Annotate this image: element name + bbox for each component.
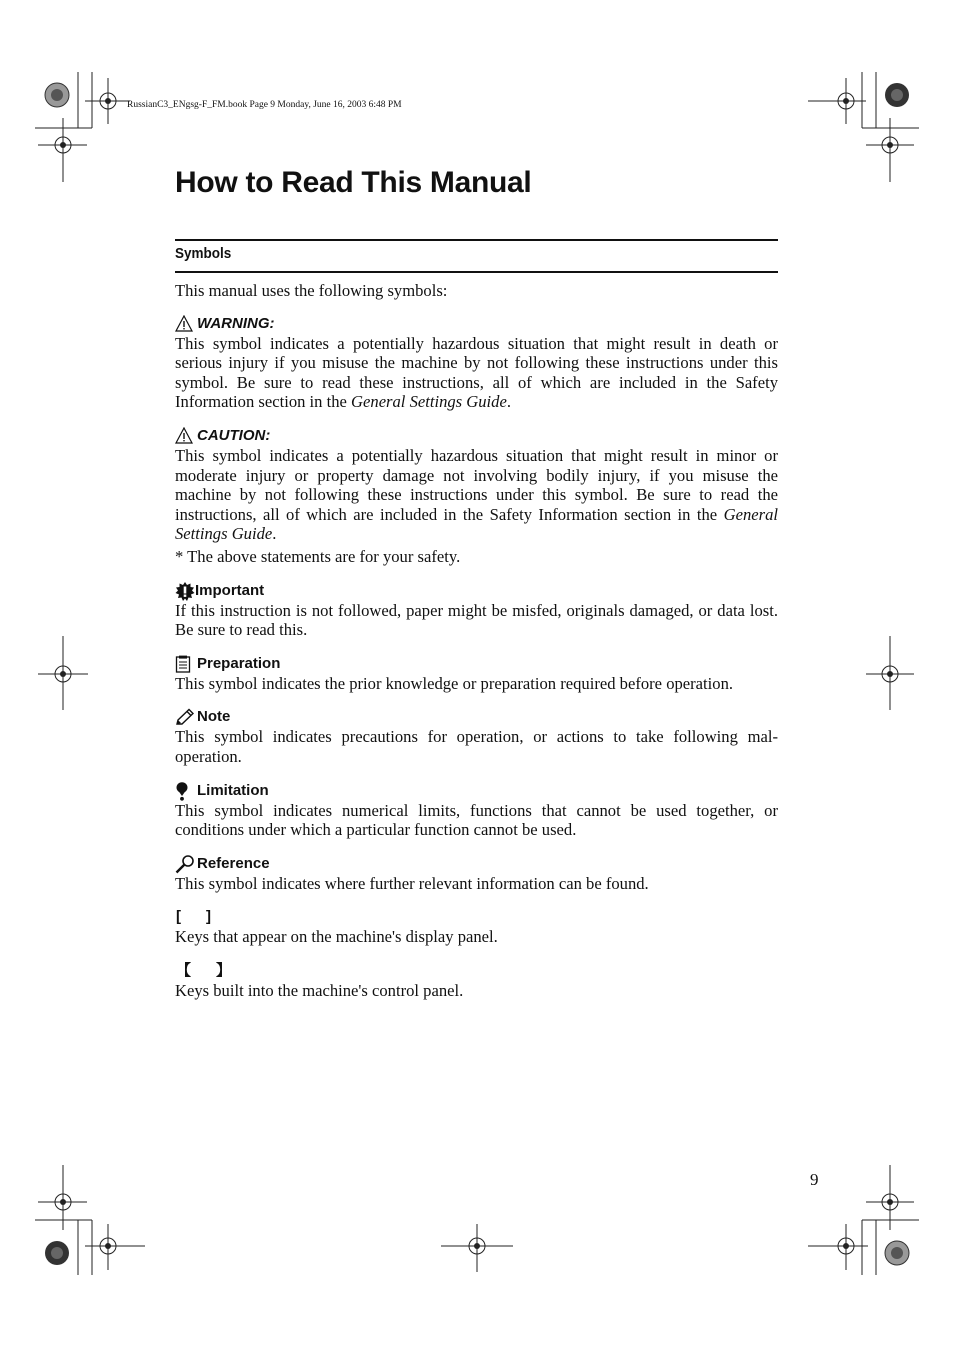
important-seal-icon xyxy=(175,582,195,600)
display-key-brackets: [ ] xyxy=(176,908,211,926)
preparation-heading xyxy=(175,654,778,674)
page-number: 9 xyxy=(810,1170,819,1189)
section-heading: Symbols xyxy=(175,245,232,262)
note-heading xyxy=(175,707,778,727)
print-job-header: RussianC3_ENgsg-F_FM.book Page 9 Monday, June 16, 2003 6:48 PM xyxy=(127,100,402,110)
magnifier-icon xyxy=(175,855,195,873)
reference-text: This symbol indicates where further relevant information can be found. xyxy=(175,873,649,893)
preparation-label: Preparation xyxy=(197,654,281,672)
warning-block xyxy=(175,314,778,412)
page-title: How to Read This Manual xyxy=(175,166,532,199)
caution-heading xyxy=(175,426,778,446)
limitation-block xyxy=(175,781,778,840)
limitation-heading xyxy=(175,781,778,801)
exclamation-icon xyxy=(175,782,195,800)
reference-block xyxy=(175,854,778,894)
limitation-label: Limitation xyxy=(197,781,269,799)
page-content xyxy=(175,281,778,1014)
guide-title: General Settings Guide xyxy=(175,504,778,544)
note-text: This symbol indicates precautions for operation, or actions to take following mal-operation. xyxy=(175,727,778,766)
warning-triangle-icon xyxy=(175,315,195,333)
section-top-rule xyxy=(175,239,778,241)
safety-note: * The above statements are for your safety. xyxy=(175,546,461,566)
important-text: If this instruction is not followed, paper might be misfed, originals damaged, or data lost. Be sure to read this. xyxy=(175,600,778,640)
warning-heading xyxy=(175,314,778,334)
caution-label: CAUTION: xyxy=(197,426,271,444)
reference-heading xyxy=(175,854,778,874)
display-keys-block xyxy=(175,907,778,947)
important-heading xyxy=(175,581,778,601)
preparation-text: This symbol indicates the prior knowledge or preparation required before operation. xyxy=(175,673,734,693)
caution-text: This symbol indicates a potentially hazardous situation that might result in minor or moderate injury or property damage not involving bodily injury, if you misuse the machine by not following these instructions under this symbol. Be sure to read the instructions, all of which are included in the Safety Information section in the General Settings Guide. xyxy=(175,445,778,544)
limitation-text: This symbol indicates numerical limits, functions that cannot be used together, or conditions under which a particular function cannot be used. xyxy=(175,800,778,840)
control-keys-block xyxy=(175,961,778,1001)
display-keys-text: Keys that appear on the machine's display panel. xyxy=(175,927,498,947)
reference-label: Reference xyxy=(197,854,270,872)
warning-label: WARNING: xyxy=(197,314,275,332)
warning-triangle-icon xyxy=(175,427,195,445)
important-label: Important xyxy=(195,581,265,599)
note-label: Note xyxy=(197,708,231,726)
section-bottom-rule xyxy=(175,271,778,273)
preparation-block xyxy=(175,654,778,694)
important-block xyxy=(175,581,778,640)
control-key-brackets: 【 】 xyxy=(176,961,232,979)
control-keys-text: Keys built into the machine's control panel. xyxy=(175,980,464,1000)
warning-text: This symbol indicates a potentially hazardous situation that might result in death or serious injury if you misuse the machine by not following these instructions under this symbol. Be sure to read these instructions, all of which are included in the Safety Information section in the General Settings Guide. xyxy=(175,333,778,412)
caution-block xyxy=(175,426,778,544)
note-block xyxy=(175,707,778,766)
intro-text: This manual uses the following symbols: xyxy=(175,281,448,300)
guide-title: General Settings Guide xyxy=(351,392,507,412)
pencil-icon xyxy=(175,708,195,726)
clipboard-icon xyxy=(175,655,195,673)
